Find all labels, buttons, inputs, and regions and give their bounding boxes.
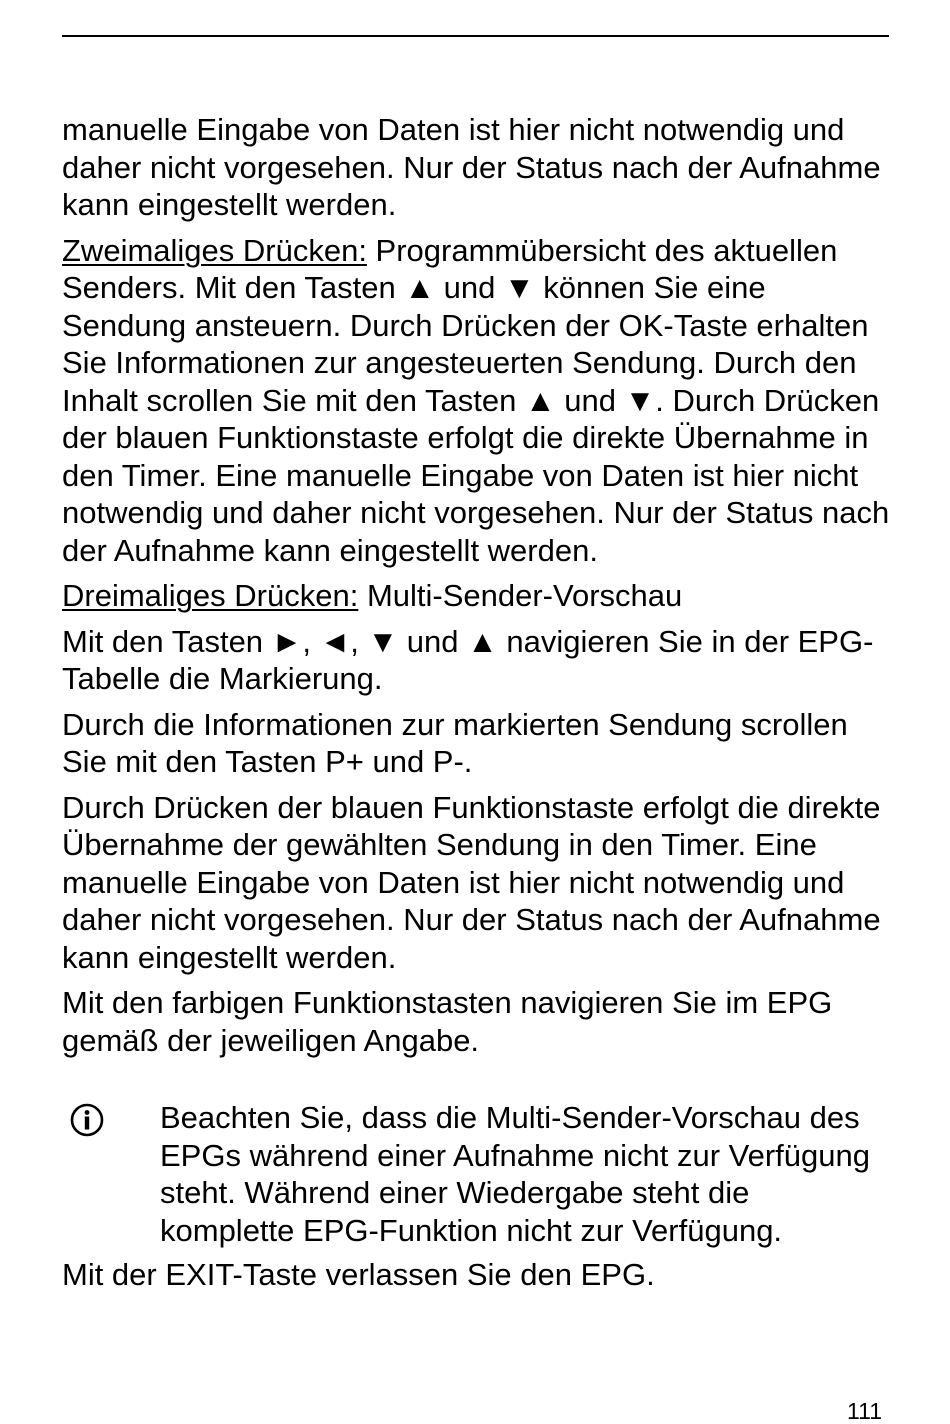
paragraph-double-press (62, 232, 892, 570)
paragraph-scroll-info: Durch die Informationen zur markierten Sendung scrollen Sie mit den Tasten P+ und P-. (62, 706, 848, 779)
page-body (62, 111, 892, 1302)
paragraph-exit-key: Mit der EXIT-Taste verlassen Sie den EPG. (62, 1257, 655, 1292)
header-rule (62, 35, 889, 37)
info-note-text: Beachten Sie, dass die Multi-Sender-Vorschau des EPGs während einer Aufnahme nicht zur Verfügung steht. Während einer Wiedergabe steht die komplette EPG-Funktion nicht zur Verfügung. (160, 1100, 870, 1248)
double-press-text: Programmübersicht des aktuellen Senders. Mit den Tasten ▲ und ▼ können Sie eine Sendung ansteuern. Durch Drücken der OK-Taste erhalten Sie Informationen zur angesteuerten Sendung. Durch den Inhalt scrollen Sie mit den Tasten ▲ und ▼. Durch Drücken der blauen Funktionstaste erfolgt die direkte Übernahme in den Timer. Eine manuelle Eingabe von Daten ist hier nicht notwendig und daher nicht vorgesehen. Nur der Status nach der Aufnahme kann eingestellt werden. (62, 232, 890, 568)
paragraph-manual-input: manuelle Eingabe von Daten ist hier nicht notwendig und daher nicht vorgesehen. Nur der Status nach der Aufnahme kann eingestellt werden. (62, 112, 881, 222)
paragraph-triple-press (62, 577, 892, 615)
triple-press-label: Dreimaliges Drücken: (62, 578, 359, 613)
double-press-label: Zweimaliges Drücken: (62, 232, 367, 268)
paragraph-timer-transfer: Durch Drücken der blauen Funktionstaste erfolgt die direkte Übernahme der gewählten Sendung in den Timer. Eine manuelle Eingabe von Daten ist hier nicht notwendig und daher nicht vorgesehen. Nur der Status nach der Aufnahme kann eingestellt werden. (62, 789, 881, 975)
page-number: 111 (847, 1398, 882, 1424)
paragraph-navigation-keys: Mit den Tasten ►, ◄, ▼ und ▲ navigieren Sie in der EPG-Tabelle die Markierung. (62, 623, 874, 696)
triple-press-text: Multi-Sender-Vorschau (358, 578, 683, 613)
info-icon (70, 1103, 104, 1137)
paragraph-color-keys: Mit den farbigen Funktionstasten navigieren Sie im EPG gemäß der jeweiligen Angabe. (62, 985, 833, 1058)
info-note (62, 1099, 892, 1249)
